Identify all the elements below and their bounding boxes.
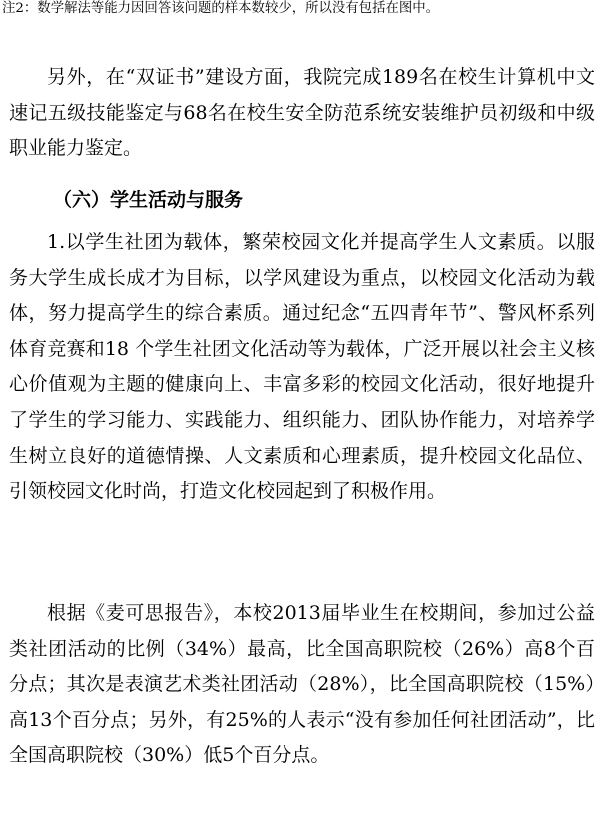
paragraph-double-certificate: 另外，在“双证书”建设方面，我院完成189名在校生计算机中文速记五级技能鉴定与68名在校生安全防范系统安装维护员初级和中级职业能力鉴定。 bbox=[9, 66, 595, 160]
footnote: 注2：数学解法等能力因回答该问题的样本数较少，所以没有包括在图中。 bbox=[2, 1, 440, 16]
paragraph-mycos-report: 根据《麦可思报告》，本校2013届毕业生在校期间，参加过公益类社团活动的比例（34%）最高，比全国高职院校（26%）高8个百分点；其次是表演艺术类社团活动（28%），比全国高职院校（15%）高13个百分点；另外，有25%的人表示“没有参加任何社团活动”，比全国高职院校（30%）低5个百分点。 bbox=[9, 602, 595, 767]
paragraph-student-clubs: 1.以学生社团为载体，繁荣校园文化并提高学生人文素质。以服务大学生成长成才为目标，以学风建设为重点，以校园文化活动为载体，努力提高学生的综合素质。通过纪念“五四青年节”、警风杯系列体育竞赛和18 个学生社团文化活动等为载体，广泛开展以社会主义核心价值观为主题的健康向上、丰富多彩的校园文化活动，很好地提升了学生的学习能力、实践能力、组织能力、团队协作能力，对培养学生树立良好的道德情操、人文素质和心理素质，提升校园文化品位、引领校园文化时尚，打造文化校园起到了积极作用。 bbox=[9, 231, 595, 503]
section-heading: （六）学生活动与服务 bbox=[53, 189, 244, 211]
